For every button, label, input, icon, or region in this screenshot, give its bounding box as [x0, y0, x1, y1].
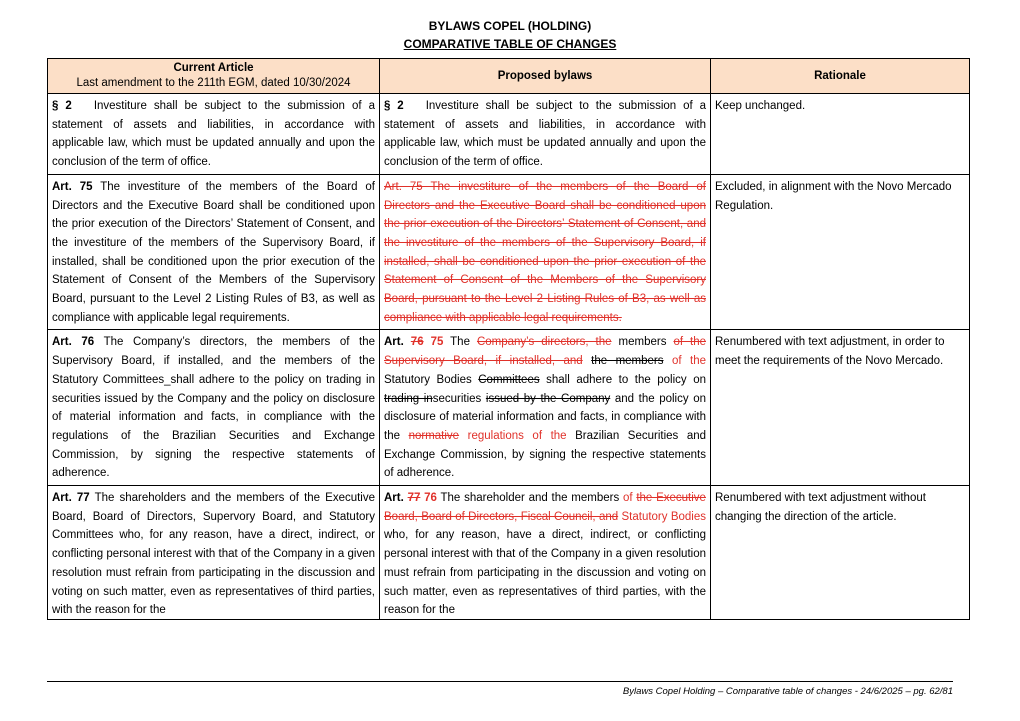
inserted-text: Statutory Bodies: [621, 510, 706, 523]
rationale-text: Renumbered with text adjustment without changing the direction of the article.: [715, 492, 926, 523]
current-cell: [48, 486, 380, 620]
proposed-cell: [380, 330, 711, 486]
text-segment: members: [618, 336, 667, 349]
current-cell: [48, 174, 380, 330]
cell-clip: [52, 489, 375, 617]
article-number: Art. 77: [52, 492, 90, 505]
article-text: The Company’s directors, the members of the Supervisory Board, if installed, and the members of the Statutory Committees_shall adhere to the policy on trading in securities issued by the Company and the policy on disclosure of material information and facts, in compliance with the regulations of the Brazilian Securities and Exchange Commission, by signing the respective statements of adherence.: [52, 336, 375, 480]
text-segment: securities: [432, 392, 482, 405]
struck-text: issued by the Company: [485, 392, 611, 405]
old-article-number: 76: [410, 336, 424, 349]
table-row: [48, 94, 970, 175]
article-text: Investiture shall be subject to the submission of a statement of assets and liabilities, in accordance with applicable law, which must be updated annually and upon the conclusion of the term of office.: [384, 100, 706, 169]
column-header-current: [48, 59, 380, 94]
article-label: Art.: [384, 336, 404, 349]
deleted-text: the Executive Board, Board of Directors, Fiscal Council, and: [384, 492, 706, 523]
text-segment: Brazilian Securities and Exchange Commission, by signing the respective statements of adherence.: [384, 429, 707, 480]
text-segment: shall adhere to the policy on: [546, 373, 706, 386]
document-title: BYLAWS COPEL (HOLDING): [428, 19, 592, 33]
article-text: The shareholders and the members of the Executive Board, Board of Directors, Supervory Board, and Statutory Committees who, for any reason, have a direct, indirect, or conflicting personal interest with that of the Company in a given resolution must refrain from participating in the discussion and voting on such matter, even as representatives of third parties, with the reason for the: [52, 492, 375, 617]
footer-divider: [47, 681, 953, 682]
struck-text: trading in: [384, 392, 433, 405]
new-article-number: 75: [430, 336, 444, 349]
article-number: § 2: [384, 100, 404, 112]
article-number: Art. 75: [52, 180, 93, 193]
column-header-rationale: Rationale: [711, 59, 970, 94]
rationale-cell: Excluded, in alignment with the Novo Mercado Regulation.: [711, 174, 970, 330]
deleted-text: normative: [408, 429, 460, 442]
table-row: [48, 486, 970, 620]
current-article-subheading: Last amendment to the 211th EGM, dated 10/30/2024: [76, 77, 351, 89]
proposed-cell: [380, 486, 711, 620]
comparison-table: [47, 58, 970, 620]
text-segment: The shareholder and the members: [440, 492, 620, 505]
proposed-cell: [380, 174, 711, 330]
deleted-text: Art. 75 The investiture of the members of the Board of Directors and the Executive Board shall be conditioned upon the prior execution of the Directors’ Statement of Consent, and the investiture of the members of the Supervisory Board, if installed, shall be conditioned upon the prior execution of the Statement of Consent of the Members of the Supervisory Board, pursuant to the Level 2 Listing Rules of B3, as well as compliance with applicable legal requirements.: [384, 180, 706, 324]
article-number: Art. 76: [52, 336, 95, 349]
article-text: Investiture shall be subject to the submission of a statement of assets and liabilities, in accordance with applicable law, which must be updated annually and upon the conclusion of the term of office.: [52, 100, 375, 169]
struck-text: the members: [591, 355, 664, 368]
table-row: [48, 174, 970, 330]
text-segment: and the policy on disclosure of material information and facts, in compliance with the: [384, 392, 706, 442]
cell-clip: [384, 489, 706, 617]
inserted-text: regulations of the: [467, 429, 567, 442]
article-label: Art.: [384, 492, 404, 505]
page-footer: Bylaws Copel Holding – Comparative table of changes - 24/6/2025 – pg. 62/81: [622, 686, 953, 697]
article-number: § 2: [52, 100, 72, 112]
proposed-cell: [380, 94, 711, 175]
current-cell: [48, 94, 380, 175]
rationale-cell: Keep unchanged.: [711, 94, 970, 175]
text-segment: Statutory Bodies: [384, 373, 472, 386]
current-cell: [48, 330, 380, 486]
old-article-number: 77: [407, 492, 421, 505]
new-article-number: 76: [424, 492, 437, 505]
text-segment: who, for any reason, have a direct, indirect, or conflicting personal interest with that of the Company in a given resolution must refrain from participating in the discussion and voting on such matter, even as representatives of third parties, with the reason for the: [384, 529, 706, 617]
struck-text: Committees: [478, 373, 540, 386]
rationale-cell: Renumbered with text adjustment, in order to meet the requirements of the Novo Mercado.: [711, 330, 970, 486]
document-subtitle: COMPARATIVE TABLE OF CHANGES: [403, 37, 617, 51]
inserted-text: of the: [671, 355, 706, 368]
inserted-text: of: [622, 492, 633, 505]
deleted-text: Company’s directors, the: [476, 336, 612, 349]
table-header-row: [48, 59, 970, 94]
deleted-text: of the Supervisory Board, if installed, and: [384, 336, 706, 368]
column-header-proposed: Proposed bylaws: [380, 59, 711, 94]
rationale-cell: [711, 486, 970, 620]
article-text: The investiture of the members of the Board of Directors and the Executive Board shall be conditioned upon the prior execution of the Directors’ Statement of Consent, and the investiture of the members of the Supervisory Board, if installed, shall be conditioned upon the prior execution of the Statement of Consent of the Members of the Supervisory Board, pursuant to the Level 2 Listing Rules of B3, as well as compliance with applicable legal requirements.: [52, 180, 375, 324]
current-article-heading: Current Article: [173, 62, 254, 74]
text-segment: The: [450, 336, 470, 349]
table-row: [48, 330, 970, 486]
